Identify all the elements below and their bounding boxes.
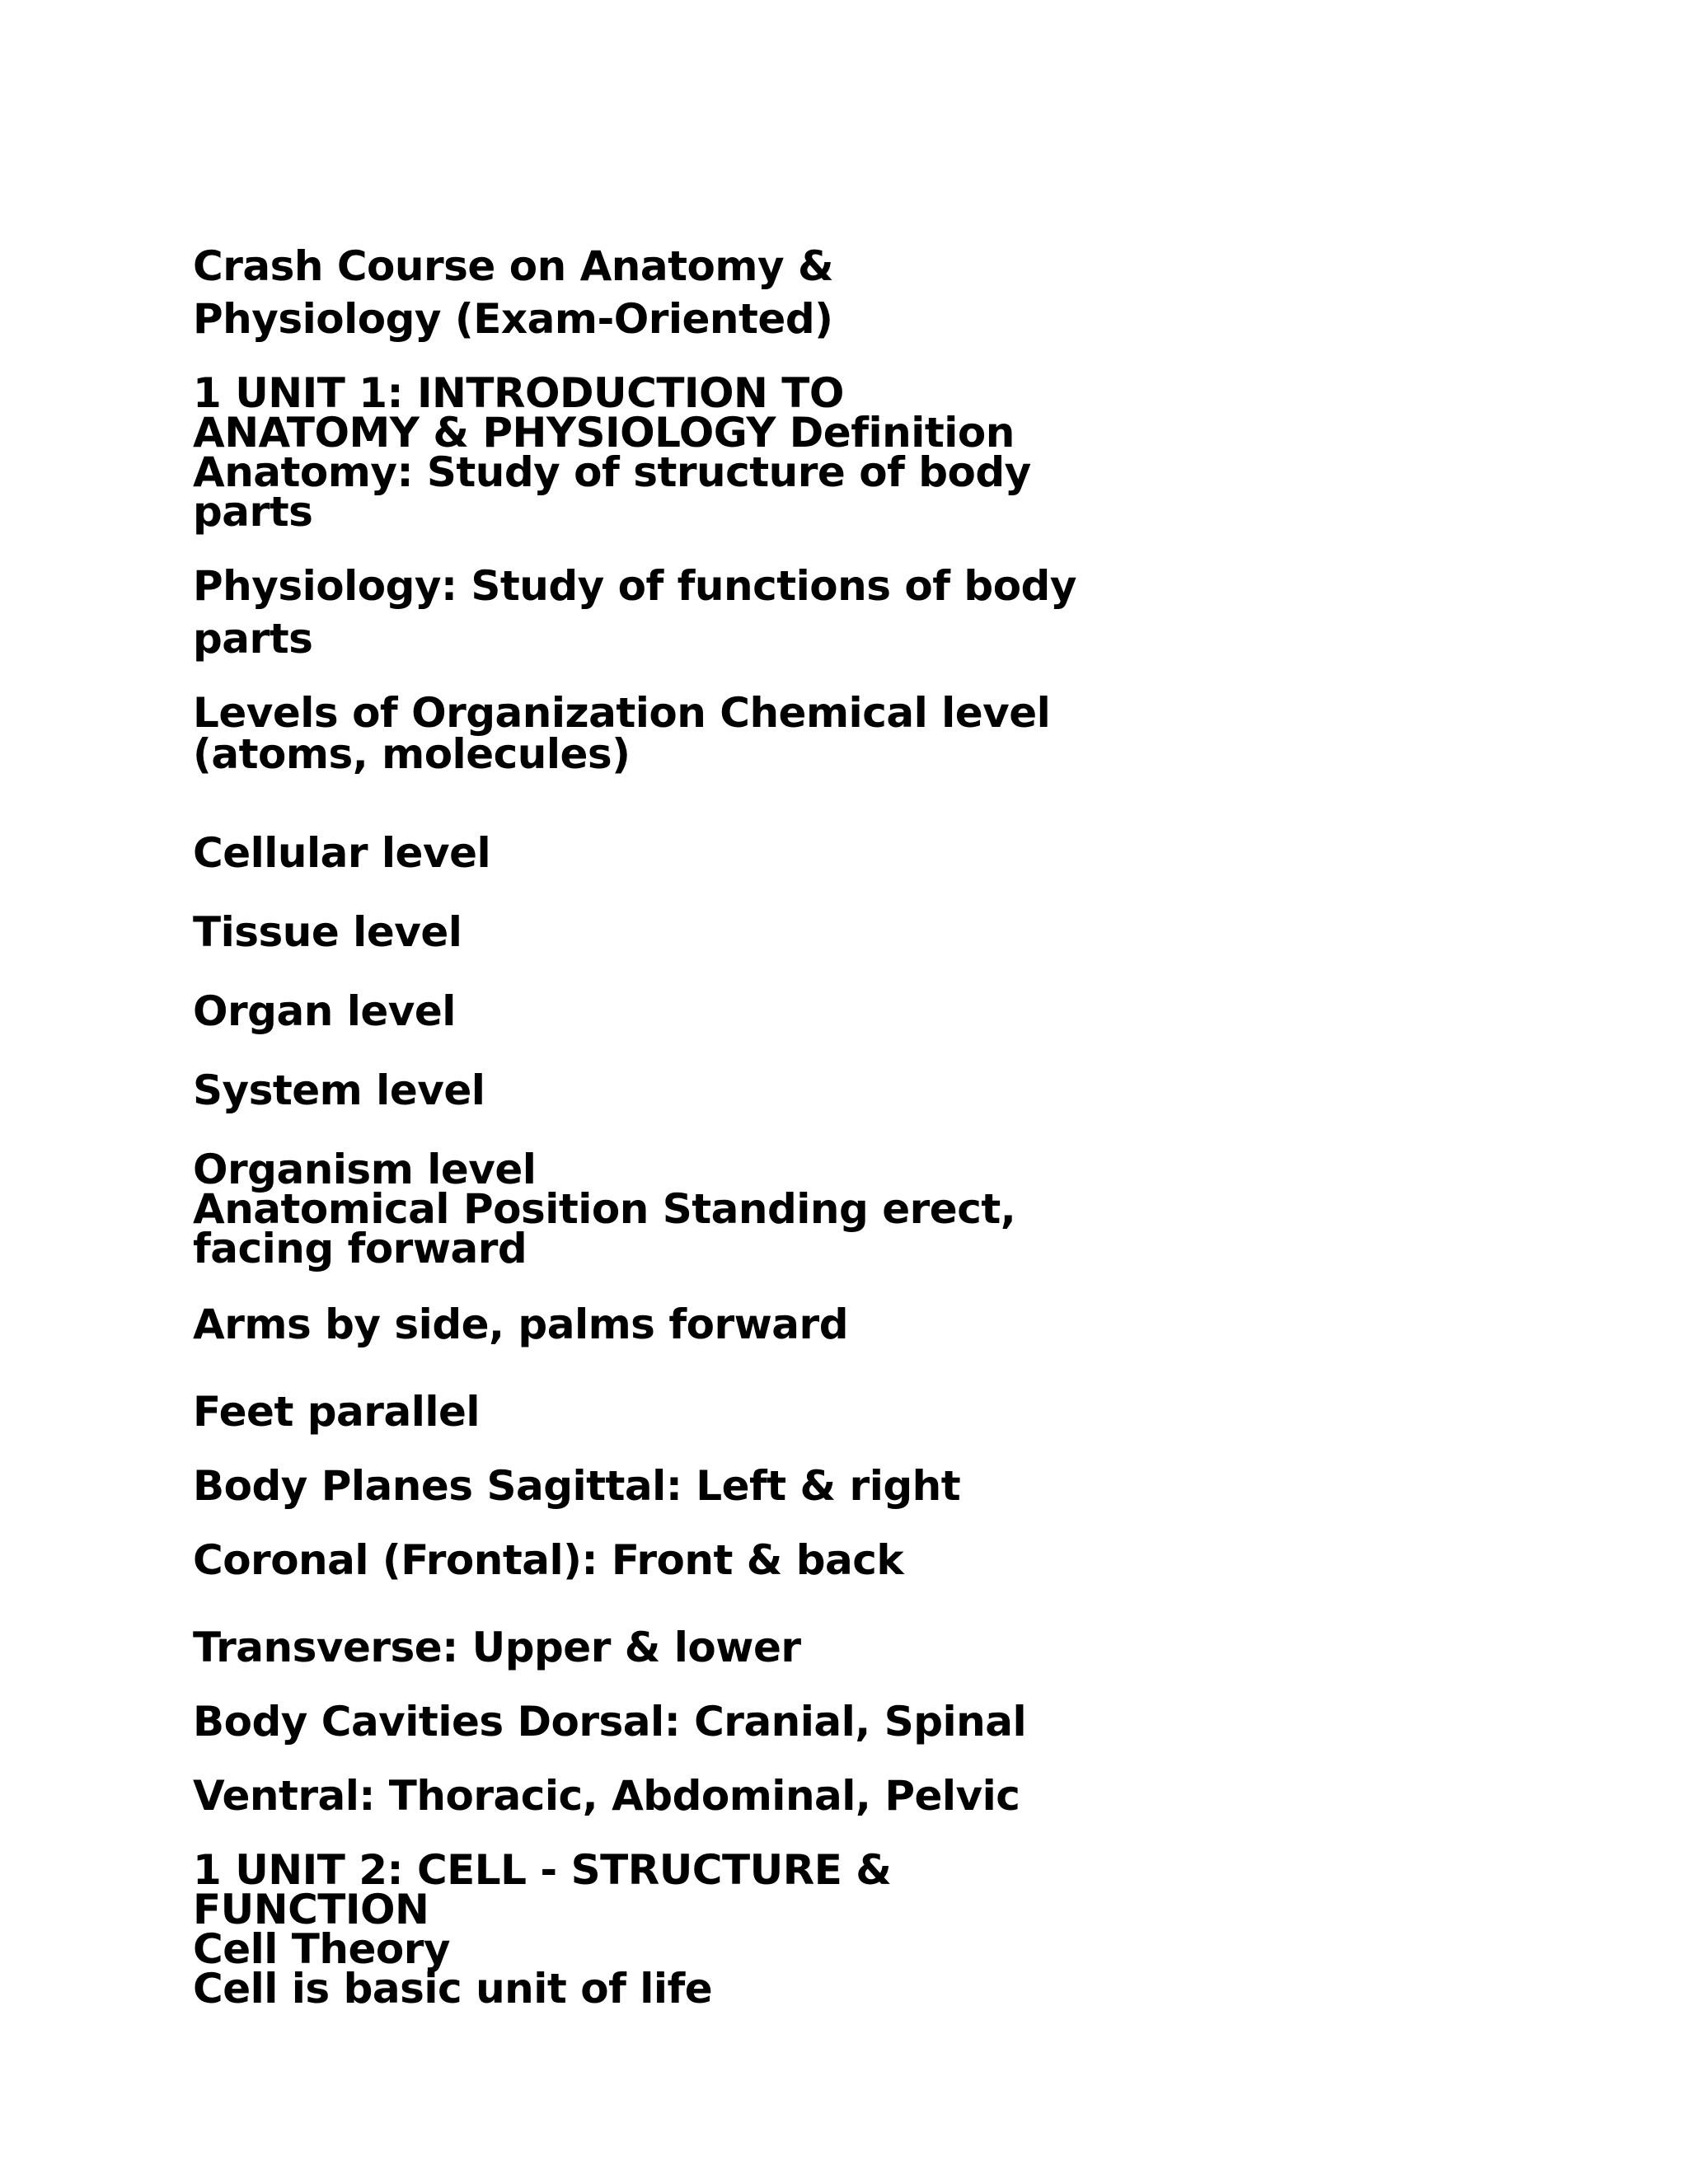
plane-sagittal: Body Planes Sagittal: Left & right <box>193 1462 961 1510</box>
cell-theory-point: Cell is basic unit of life <box>193 1965 713 2013</box>
anatomy-definition-line-2: parts <box>193 488 313 536</box>
cavity-dorsal: Body Cavities Dorsal: Cranial, Spinal <box>193 1698 1027 1746</box>
levels-heading-line-1: Levels of Organization Chemical level <box>193 689 1051 737</box>
physiology-definition-line-2: parts <box>193 615 313 663</box>
unit2-heading-line-2: FUNCTION <box>193 1886 429 1933</box>
position-feet: Feet parallel <box>193 1388 481 1436</box>
plane-coronal: Coronal (Frontal): Front & back <box>193 1536 904 1584</box>
level-system: System level <box>193 1066 485 1114</box>
unit1-heading-line-2: ANATOMY & PHYSIOLOGY Definition <box>193 409 1015 457</box>
anatomical-position-line-2: facing forward <box>193 1225 528 1272</box>
level-cellular: Cellular level <box>193 829 491 877</box>
document-title-line-2: Physiology (Exam-Oriented) <box>193 295 833 343</box>
anatomical-position-line-1: Anatomical Position Standing erect, <box>193 1185 1016 1233</box>
unit1-heading-line-1: 1 UNIT 1: INTRODUCTION TO <box>193 369 844 417</box>
levels-heading-line-2: (atoms, molecules) <box>193 730 631 778</box>
cell-theory-heading: Cell Theory <box>193 1925 451 1973</box>
plane-transverse: Transverse: Upper & lower <box>193 1624 801 1671</box>
level-organism: Organism level <box>193 1146 537 1193</box>
cavity-ventral: Ventral: Thoracic, Abdominal, Pelvic <box>193 1772 1020 1820</box>
level-tissue: Tissue level <box>193 908 462 956</box>
level-organ: Organ level <box>193 987 456 1035</box>
anatomy-definition-line-1: Anatomy: Study of structure of body <box>193 448 1031 496</box>
unit2-heading-line-1: 1 UNIT 2: CELL - STRUCTURE & <box>193 1846 892 1894</box>
position-arms: Arms by side, palms forward <box>193 1301 848 1348</box>
physiology-definition-line-1: Physiology: Study of functions of body <box>193 562 1076 610</box>
document-title-line-1: Crash Course on Anatomy & <box>193 242 834 290</box>
